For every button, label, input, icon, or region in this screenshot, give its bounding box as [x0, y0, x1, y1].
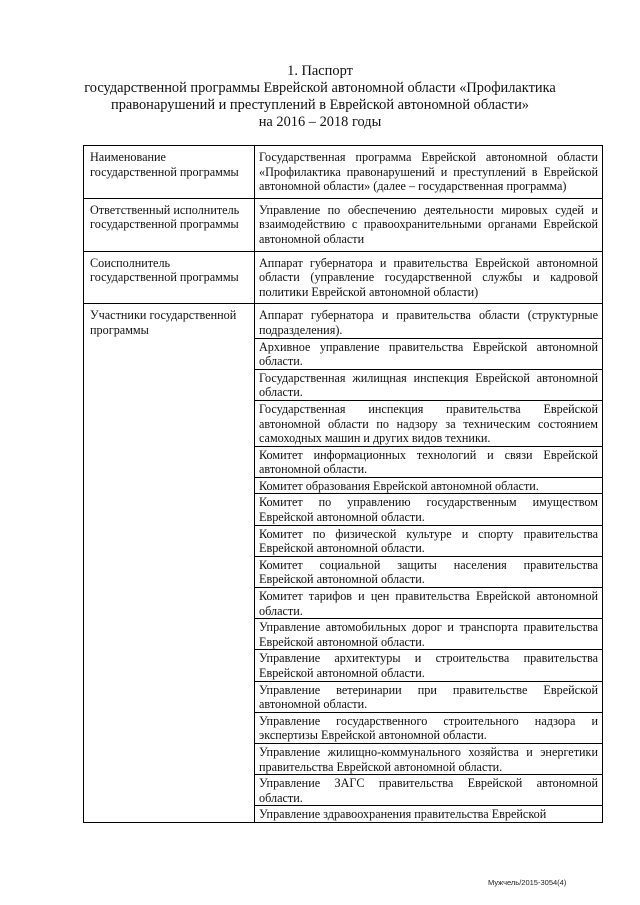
participant-item: Комитет по управлению государственным имуществом Еврейской автономной области. — [255, 493, 602, 524]
participant-item: Управление архитектуры и строительства правительства Еврейской автономной области. — [255, 649, 602, 680]
table-row — [84, 146, 603, 199]
participant-item: Комитет образования Еврейской автономной области. — [255, 477, 602, 494]
row-label: Соисполнитель государственной программы — [84, 251, 255, 304]
table-row — [84, 198, 603, 251]
title-line-2: государственной программы Еврейской автономной области «Профилактика — [84, 80, 556, 96]
participant-item: Аппарат губернатора и правительства области (структурные подразделения). — [259, 308, 598, 337]
participant-item: Комитет информационных технологий и связи Еврейской автономной области. — [255, 446, 602, 477]
participant-item: Комитет социальной защиты населения правительства Еврейской автономной области. — [255, 556, 602, 587]
row-label: Участники государственной программы — [84, 304, 255, 823]
title-line-4: на 2016 – 2018 годы — [258, 114, 382, 130]
row-value: Государственная программа Еврейской автономной области «Профилактика правонарушений и преступлений в Еврейской автономной области» (далее – государственная программа) — [255, 146, 603, 199]
row-label: Ответственный исполнитель государственной программы — [84, 198, 255, 251]
passport-table — [83, 145, 603, 823]
participant-item: Комитет тарифов и цен правительства Еврейской автономной области. — [255, 587, 602, 618]
passport-title — [40, 63, 600, 131]
participant-item: Управление ветеринарии при правительстве Еврейской автономной области. — [255, 681, 602, 712]
participant-item: Управление жилищно-коммунального хозяйства и энергетики правительства Еврейской автономной области. — [255, 743, 602, 774]
row-label: Наименование государственной программы — [84, 146, 255, 199]
participant-item: Архивное управление правительства Еврейской автономной области. — [255, 338, 602, 369]
document-footer-code: Мужчель/2015-3054(4) — [488, 878, 567, 887]
row-value: Аппарат губернатора и правительства Еврейской автономной области (управление государственной службы и кадровой политики Еврейской автономной области) — [255, 251, 603, 304]
participant-item: Государственная инспекция правительства Еврейской автономной области по надзору за техническим состоянием самоходных машин и других видов техники. — [255, 400, 602, 446]
participants-cell — [255, 304, 603, 823]
participant-item: Управление автомобильных дорог и транспорта правительства Еврейской автономной области. — [255, 618, 602, 649]
participant-item: Комитет по физической культуре и спорту правительства Еврейской автономной области. — [255, 525, 602, 556]
participant-item: Управление здравоохранения правительства Еврейской — [255, 805, 602, 822]
table-row — [84, 251, 603, 304]
participant-item: Управление ЗАГС правительства Еврейской автономной области. — [255, 774, 602, 805]
participant-item: Управление государственного строительного надзора и экспертизы Еврейской автономной области. — [255, 712, 602, 743]
row-value: Управление по обеспечению деятельности мировых судей и взаимодействию с правоохранительными органами Еврейской автономной области — [255, 198, 603, 251]
table-row — [84, 304, 603, 823]
title-line-3: правонарушений и преступлений в Еврейской автономной области» — [111, 97, 529, 113]
participant-item: Государственная жилищная инспекция Еврейской автономной области. — [255, 369, 602, 400]
title-line-1: 1. Паспорт — [287, 63, 353, 79]
